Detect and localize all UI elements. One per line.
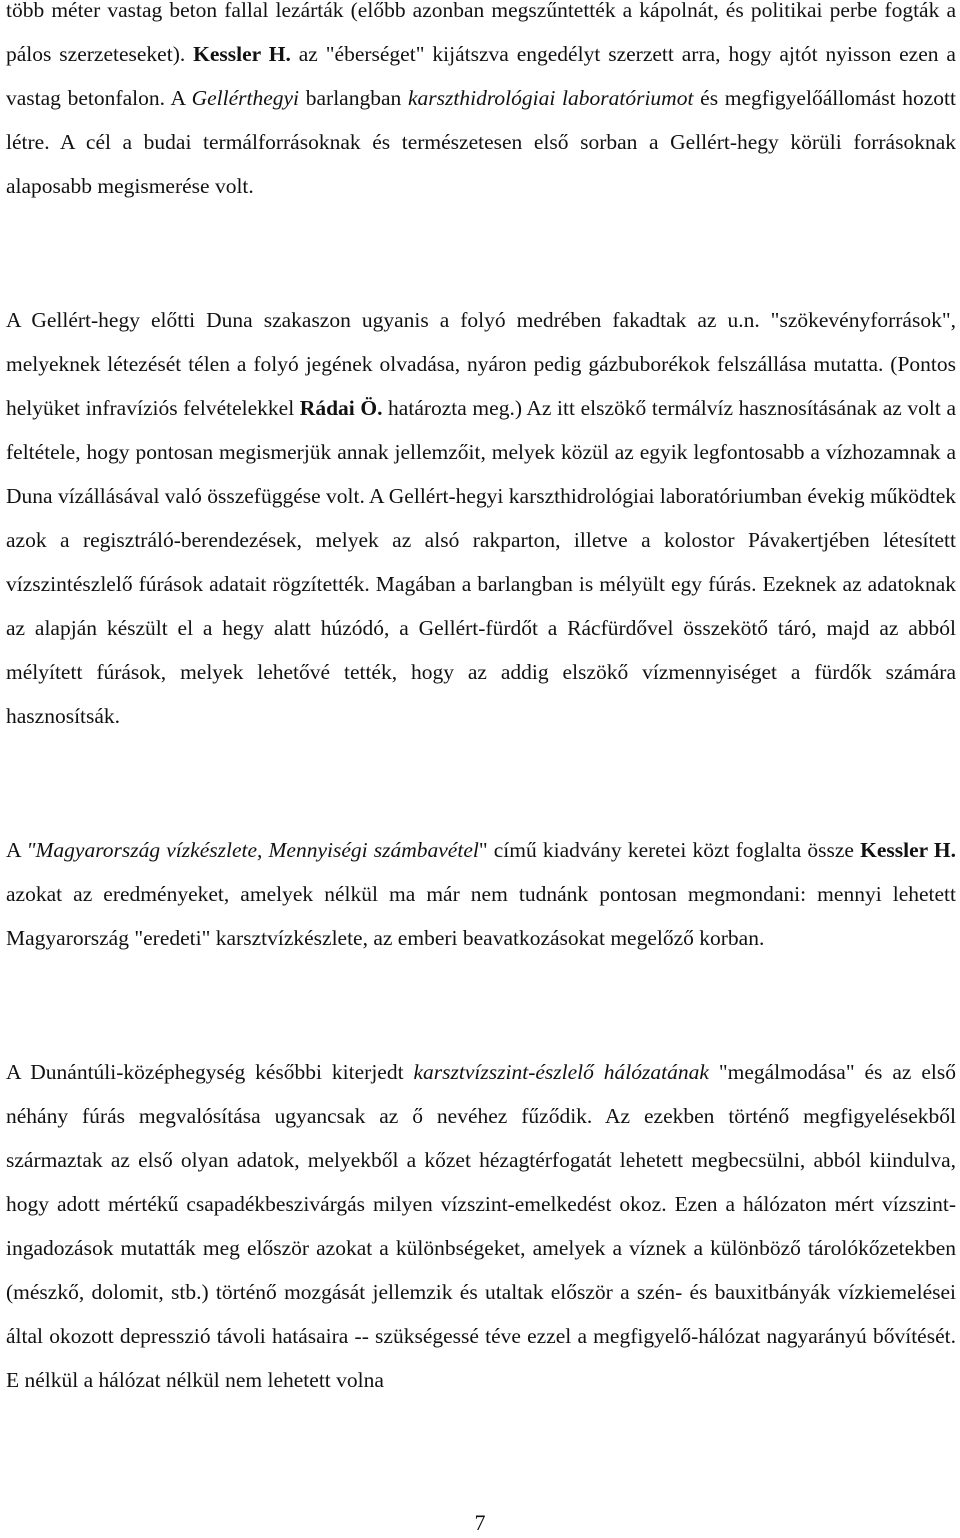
italic-term: Gellérthegyi xyxy=(191,86,300,110)
text-run: barlangban xyxy=(299,86,408,110)
text-run: azokat az eredményeket, amelyek nélkül ma már nem tudnánk pontosan megmondani: mennyi lehetett Magyarország "eredeti" karsztvízkészlete, az emberi beavatkozásokat megelőző korban. xyxy=(6,882,956,950)
italic-term: karszthidrológiai laboratóriumot xyxy=(407,86,694,110)
text-run: "megálmodása" és az első néhány fúrás megvalósítása ugyancsak az ő nevéhez fűződik. Az ezekben történő megfigyelésekből származtak az első olyan adatok, melyekből a kőzet hézagtérfogatát lehetett megbecsülni, abból kiindulva, hogy adott mértékű csapadékbeszivárgás milyen vízszint-emelkedést okoz. Ezen a hálózaton mért vízszint-ingadozások mutatták meg először azokat a különbségeket, amelyek a víznek a különböző tárolókőzetekben (mészkő, dolomit, stb.) történő mozgását jellemzik és utaltak először a szén- és bauxitbányák vízkiemelései által okozott depresszió távoli hatásaira -- szükségessé téve ezzel a megfigyelő-hálózat nagyarányú bővítését. E nélkül a hálózat nélkül nem lehetett volna xyxy=(6,1060,956,1392)
text-run: " című kiadvány keretei közt foglalta össze xyxy=(478,838,861,862)
text-run: A xyxy=(6,838,27,862)
text-run: az "éberséget" kijátszva engedélyt szerzett arra, hogy ajtót nyisson ezen a vastag betonfalon. A xyxy=(6,42,956,110)
text-run: és megfigyelőállomást hozott létre. A cél a budai termálforrásoknak és természetesen első sorban a Gellért-hegy körüli forrásoknak alaposabb megismerése volt. xyxy=(6,86,956,198)
bold-name: Kessler H. xyxy=(860,838,956,862)
text-run: határozta meg.) Az itt elszökő termálvíz hasznosításának az volt a feltétele, hogy pontosan megismerjük annak jellemzőit, melyek közül az egyik legfontosabb a vízhozamnak a Duna vízállásával való összefüggése volt. A Gellért-hegyi karszthidrológiai laboratóriumban évekig működtek azok a regisztráló-berendezések, melyek az alsó rakparton, illetve a kolostor Pávakertjében létesített vízszintészlelő fúrások adatait rögzítették. Magában a barlangban is mélyült egy fúrás. Ezeknek az adatoknak az alapján készült el a hegy alatt húzódó, a Gellért-fürdőt a Rácfürdővel összekötő táró, majd az abból mélyített fúrások, melyek lehetővé tették, hogy az addig elszökő vízmennyiséget a fürdők számára hasznosítsák. xyxy=(6,396,956,728)
paragraph-4 xyxy=(6,1050,956,1402)
text-run: A Gellért-hegy előtti Duna szakaszon ugyanis a folyó medrében fakadtak az u.n. "szökevényforrások", melyeknek létezését télen a folyó jegének olvadása, nyáron pedig gázbuborékok felszállása mutatta. (Pontos helyüket infravíziós felvételekkel xyxy=(6,308,956,420)
bold-name: Rádai Ö. xyxy=(299,396,383,420)
paragraph-3 xyxy=(6,828,956,960)
text-run: A Dunántúli-középhegység későbbi kiterjedt xyxy=(6,1060,414,1084)
page-number: 7 xyxy=(474,1510,486,1535)
italic-term: karsztvízszint-észlelő hálózatának xyxy=(413,1060,709,1084)
text-run: több méter vastag beton fallal lezárták (előbb azonban megszűntették a kápolnát, és politikai perbe fogták a pálos szerzeteseket). xyxy=(6,0,956,66)
paragraph-2 xyxy=(6,298,956,738)
italic-term: "Magyarország vízkészlete, Mennyiségi számbavétel xyxy=(26,838,479,862)
paragraph-1 xyxy=(6,0,956,208)
bold-name: Kessler H. xyxy=(193,42,291,66)
